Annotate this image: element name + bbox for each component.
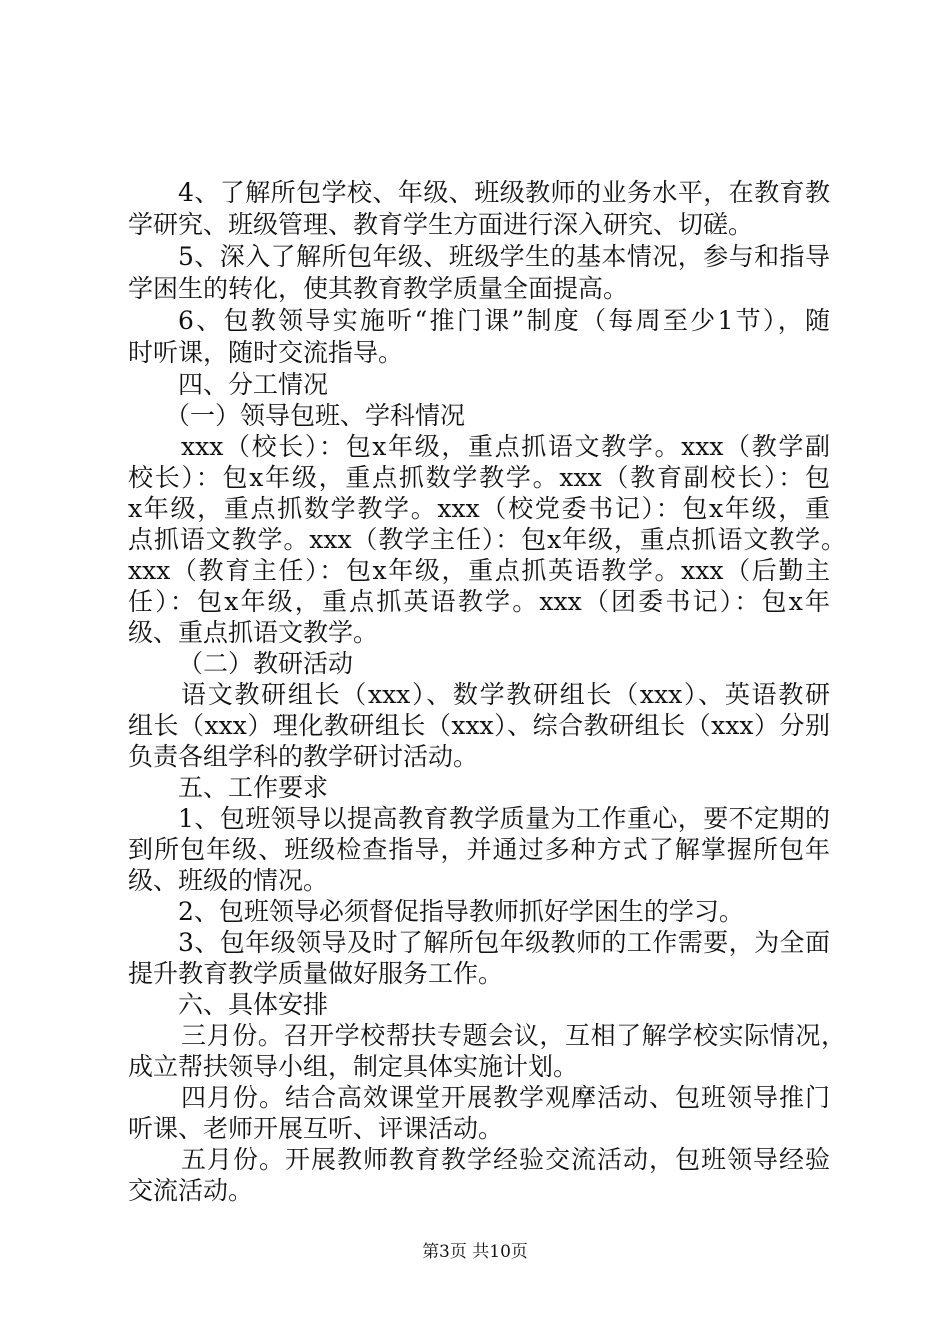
text-line: xxx（教育主任）：包x年级，重点抓英语教学。xxx（后勤主	[128, 556, 830, 585]
text-line: 2、包班领导必须督促指导教师抓好学困生的学习。	[178, 897, 744, 926]
text-line: xxx（校长）：包x年级，重点抓语文教学。xxx（教学副	[181, 432, 830, 461]
text-line: 负责各组学科的教学研讨活动。	[128, 742, 479, 771]
text-line: 组长（xxx）理化教研组长（xxx）、综合教研组长（xxx）分别	[128, 711, 830, 740]
text-line: 点抓语文教学。xxx（教学主任）：包x年级，重点抓语文教学。	[128, 525, 846, 554]
text-line: 6、包教领导实施听“推门课”制度（每周至少1节），随	[178, 306, 830, 335]
text-line: 语文教研组长（xxx）、数学教研组长（xxx）、英语教研	[181, 680, 830, 709]
text-line: 3、包年级领导及时了解所包年级教师的工作需要，为全面	[178, 928, 830, 957]
text-line: x年级，重点抓数学教学。xxx（校党委书记）：包x年级，重	[128, 494, 830, 523]
text-line: 级、重点抓语文教学。	[128, 618, 379, 647]
text-line: 学研究、班级管理、教育学生方面进行深入研究、切磋。	[128, 210, 754, 239]
text-line: 到所包年级、班级检查指导，并通过多种方式了解掌握所包年	[128, 835, 830, 864]
text-line: 级、班级的情况。	[128, 866, 329, 895]
text-line: 四、分工情况	[178, 370, 329, 399]
text-line: 三月份。召开学校帮扶专题会议，互相了解学校实际情况，	[181, 1021, 846, 1050]
page-footer: 第3页 共10页	[422, 1242, 528, 1262]
text-line: 1、包班领导以提高教育教学质量为工作重心，要不定期的	[178, 804, 830, 833]
text-line: 四月份。结合高效课堂开展教学观摩活动、包班领导推门	[181, 1083, 830, 1112]
text-line: （一）领导包班、学科情况	[165, 401, 466, 430]
text-line: 六、具体安排	[178, 990, 329, 1019]
text-line: 五、工作要求	[178, 773, 329, 802]
text-line: 4、了解所包学校、年级、班级教师的业务水平，在教育教	[178, 178, 830, 207]
text-line: 交流活动。	[128, 1176, 254, 1205]
text-line: 5、深入了解所包年级、班级学生的基本情况，参与和指导	[178, 242, 830, 271]
text-line: 提升教育教学质量做好服务工作。	[128, 959, 504, 988]
text-line: 学困生的转化，使其教育教学质量全面提高。	[128, 274, 629, 303]
text-line: 五月份。开展教师教育教学经验交流活动，包班领导经验	[181, 1145, 830, 1174]
text-line: 任）：包x年级，重点抓英语教学。xxx（团委书记）：包x年	[128, 587, 830, 616]
text-line: 听课、老师开展互听、评课活动。	[128, 1114, 504, 1143]
text-line: 时听课，随时交流指导。	[128, 338, 404, 367]
text-line: 校长）：包x年级，重点抓数学教学。xxx（教育副校长）：包	[128, 463, 830, 492]
text-line: （二）教研活动	[178, 649, 354, 678]
text-line: 成立帮扶领导小组，制定具体实施计划。	[128, 1052, 579, 1081]
